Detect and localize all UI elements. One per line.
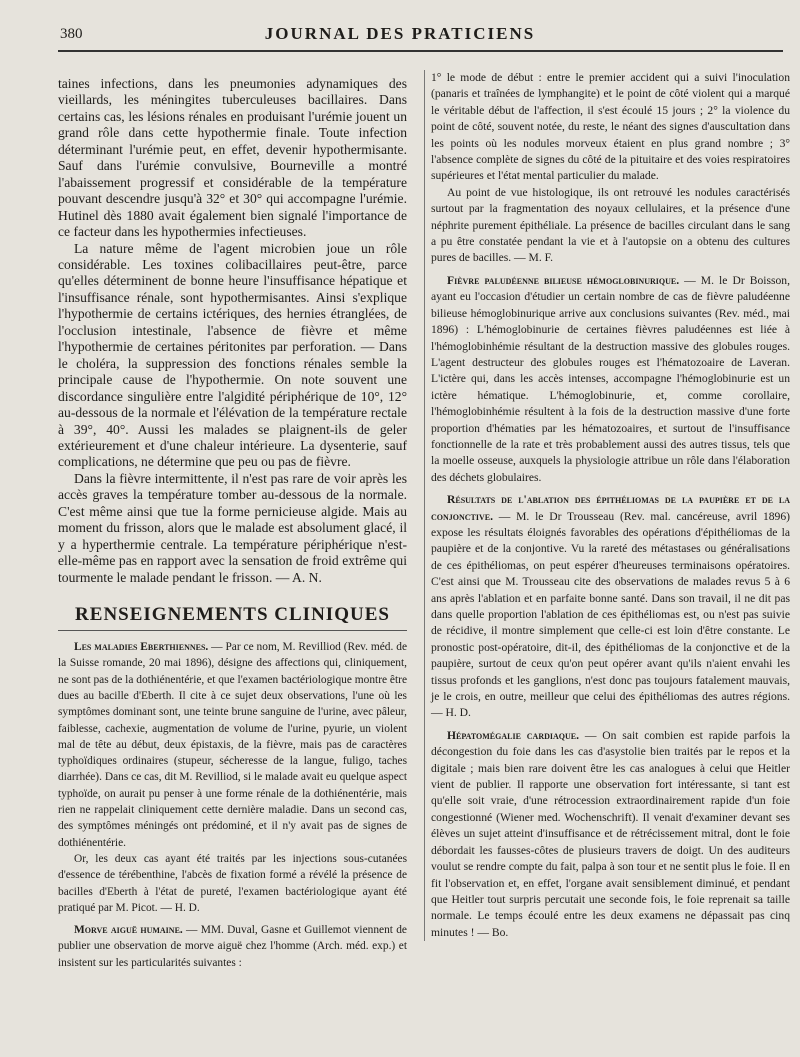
item-heading: Hépatomégalie cardiaque.: [447, 728, 579, 742]
clinical-item: [431, 728, 790, 941]
item-heading: Morve aiguë humaine.: [74, 924, 183, 937]
left-column: [58, 76, 407, 971]
paragraph: Dans la fièvre intermittente, il n'est pas rare de voir après les accès graves la température tomber au-dessous de la normale. C'est même ainsi que tue la forme pernicieuse algide. Mais au moment du frisson, alors que le malade est absolument glacé, il y a hyperthermie centrale. La température périphérique n'est-elle-même pas en rapport avec la sensation de froid extrême qui tourmente le malade pendant le frisson. — A. N.: [58, 470, 407, 585]
item-heading: Fièvre paludéenne bilieuse hémoglobinurique.: [447, 273, 680, 287]
paragraph: Or, les deux cas ayant été traités par les injections sous-cutanées d'essence de térébenthine, l'abcès de fixation formé a révélé la présence de bacilles d'Eberth à l'état de pureté, l'examen bactériologique ayant été pratiqué par M. Picot. — H. D.: [58, 852, 407, 914]
item-text: — MM. Duval, Gasne et Guillemot viennent de publier une observation de morve aiguë chez l'homme (Arch. méd. exp.) et insistent sur les particularités suivantes :: [58, 924, 407, 969]
item-text: — Par ce nom, M. Revilliod (Rev. méd. de la Suisse romande, 20 mai 1896), désigne des affections qui, cliniquement, ne sont pas de la dothiénentérie, et que l'examen bactériologique montre être dues au bacille d'Eberth. Il cite à ce sujet deux observations, l'une où les symptômes dominant sont, une teinte brune sanguine de l'urine, avec pâleur, faiblesse, cachexie, augmentation de volume de l'urine, pyurie, un violent mal de tête au début, deux épistaxis, de la fièvre, mais pas de caractères typhoïdiques ordinaires (stupeur, sécheresse de la langue, fuligo, taches diarrhée). Dans ce cas, dit M. Revilliod, si le malade avait eu quelque aspect typhoïde, on aurait pu penser à une forme rénale de la dothiénentérie, mais rien ne rappelait cliniquement cette dernière maladie. Dans un second cas, des symptômes méningés ont prédominé, et il n'y avait pas de signes de dothiénentérie.: [58, 641, 407, 849]
item-heading: Les maladies Eberthiennes.: [74, 641, 209, 654]
page-header: [0, 22, 800, 48]
paragraph: Au point de vue histologique, ils ont retrouvé les nodules caractérisés surtout par la fragmentation des noyaux cellulaires, et la présence d'une néphrite purement épithéliale. La présence de bacilles circulant dans le sang a pu être constatée pendant la vie et à l'autopsie on a obtenu des cultures pures de bacilles. — M. F.: [431, 185, 790, 265]
clinical-item: [431, 273, 790, 486]
clinical-item: [431, 492, 790, 722]
clinical-item: [58, 922, 407, 971]
section-title: RENSEIGNEMENTS CLINIQUES: [58, 604, 407, 631]
paragraph: La nature même de l'agent microbien joue un rôle considérable. Les toxines colibacillaires peut-être, parce qu'elles déterminent de bonne heure l'insuffisance hépatique et l'insuffisance rénale, sont hypothermisantes. Ainsi s'explique l'hypothermie de certains ictériques, des hernies étranglées, de l'occlusion intestinale, l'absence de fièvre et même l'hypothermie de certaines péritonites par perforation. — Dans le choléra, la suppression des fonctions rénales semble la principale cause de l'hypothermie. On note souvent une discordance singulière entre l'algidité périphérique de 10°, 12° au-dessous de la normale et l'élévation de la température rectale à 39°, 40°. Aussi les malades se plaignent-ils de geler extérieurement et d'une chaleur intérieure. La dysenterie, sauf complications, ne détermine que peu ou pas de fièvre.: [58, 240, 407, 470]
item-text: — M. le Dr Boisson, ayant eu l'occasion d'étudier un certain nombre de cas de fièvre paludéenne bilieuse hémoglobinurique arrive aux conclusions suivantes (Rev. méd., mai 1896) : L'hémoglobinurie de certaines fièvres paludéennes est liée à l'hémoglobinhémie résultant de la destruction massive des globules rouges. L'agent destructeur des globules rouges est l'hématozoaire de Laveran. L'ictère qui, dans les accès intenses, accompagne l'hémoglobinurie est un ictère hématique. L'hémoglobinurie, et, comme corollaire, l'hémoglobinhémie résultent à la fois de la destruction massive d'une forte proportion d'hématies par les hématozoaires, et surtout de l'insuffisance fonctionnelle de la rate et très probablement aussi des autres tissus, tels que la moelle osseuse, auxquels la physiologie attribue un rôle dans l'élaboration des déchets globulaires.: [431, 273, 790, 484]
page-number: 380: [60, 26, 83, 42]
header-rule: [58, 50, 783, 52]
paragraph: taines infections, dans les pneumonies adynamiques des vieillards, les méningites tuberculeuses bacillaires. Dans certains cas, les lésions rénales en produisant l'urémie jouent un grand rôle dans cette hypothermie finale. Toute infection déterminant l'urémie peut, en effet, devenir hypothermisante. Sauf dans l'urémie convulsive, Bourneville a montré l'abaissement progressif et considérable de la température pouvant descendre jusqu'à 32° et 30° qui accompagne l'urémie. Hutinel dès 1880 avait également bien signalé l'importance de ce facteur dans les hypothermies infectieuses.: [58, 76, 407, 240]
right-column: [424, 70, 790, 941]
item-text: — On sait combien est rapide parfois la décongestion du foie dans les cas d'asystolie bien traités par le repos et la digitale ; mais bien rare doivent être les cas analogues à celui que Heitler vient de publier. Il rapporte une observation fort intéressante, si tant est qu'elle soit vraie, d'une rétrocession extraordinairement rapide d'un foie congestionné (Wiener med. Wochenschrift). Il venait d'examiner devant ses élèves un sujet atteint d'insuffisance et de rétrécissement mitral, dont le foie débordait les fausses-côtes de plusieurs travers de doigt. Un des auditeurs voulut se rendre compte du fait, palpa à son tour et ne sentit plus le foie. Il en fit l'observation et, en effet, l'organe avait sensiblement diminué, et pendant que Heitler tout surpris percutait une seconde fois, le foie reprenait sa taille normale. Le temps écoulé entre les deux examens ne dépassait pas cinq minutes ! — Bo.: [431, 728, 790, 939]
clinical-item: [58, 639, 407, 851]
paragraph: 1° le mode de début : entre le premier accident qui a suivi l'inoculation (panaris et traînées de lymphangite) et le point de côté violent qui a marqué le véritable début de l'affection, il s'est écoulé 15 jours ; 2° la violence du point de côté, souvent notée, du reste, le néant des signes d'auscultation dans les points où les nodules morveux étaient en plus grand nombre ; 3° l'absence complète de signes du côté de la pituitaire et des voies respiratoires supérieures et l'état mental particulier du malade.: [431, 71, 790, 183]
item-text: — M. le Dr Trousseau (Rev. mal. cancéreuse, avril 1896) expose les résultats éloignés favorables des opérations d'épithéliomas de la paupière et de la conjontive. Vu la rareté des métastases ou généralisations de ces épithéliomas, on peut espérer d'heureuses terminaisons opératoires. C'est ainsi que M. Trousseau cite des observations de malades revus 5 à 6 ans après l'ablation et en parfaite bonne santé. Dans son travail, il ne dit pas dans quelle proportion l'ablation de ces épithéliomas est, ou n'est pas suivie de récidive, il montre simplement que celle-ci est loin d'être constante. Le pronostic post-opératoire, dit-il, des épithéliomas de la conjonctive et de la paupière, surtout de ceux qu'on peut opérer avant qu'ils n'aient envahi les tissus profonds et les ganglions, n'est donc pas toujours fatalement mauvais, je le crois, en outre, meilleur que celui des épithéliomas des autres régions. — H. D.: [431, 509, 790, 720]
journal-title: JOURNAL DES PRATICIENS: [264, 24, 536, 43]
item-heading: Résultats de l'ablation des épithéliomas de la paupière et de la conjonctive.: [431, 493, 790, 523]
